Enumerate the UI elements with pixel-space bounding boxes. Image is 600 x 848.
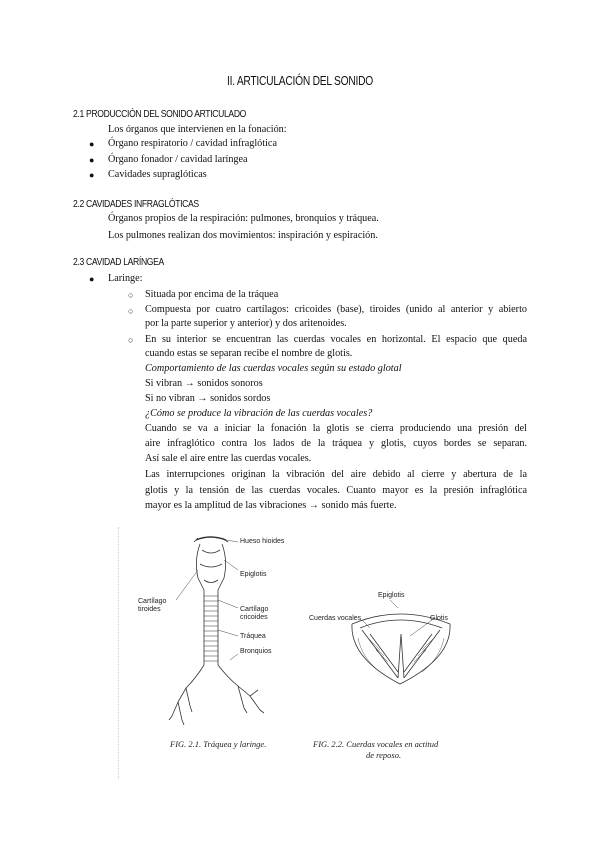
italic-subheading: Comportamiento de las cuerdas vocales según su estado glotal xyxy=(145,363,402,374)
list-item: Órgano respiratorio / cavidad infraglótica xyxy=(108,138,277,149)
section-heading-2-2: 2.2 CAVIDADES INFRAGLÓTICAS xyxy=(73,199,199,210)
sub-item: Compuesta por cuatro cartílagos: cricoides (base), tiroides (unido al anterior y abierto xyxy=(145,304,527,315)
list-item: Cavidades supraglóticas xyxy=(108,169,207,180)
label-cartilago-tiroides-line2: tiroides xyxy=(138,606,161,613)
paragraph-line: Así sale el aire entre las cuerdas vocales. xyxy=(145,453,312,464)
paragraph-line: Órganos propios de la respiración: pulmones, bronquios y tráquea. xyxy=(108,213,379,224)
figure-caption-2-2-line1: FIG. 2.2. Cuerdas vocales en actitud xyxy=(313,739,439,749)
label-hueso-hioides: Hueso hioides xyxy=(240,538,285,545)
vocal-cords-illustration xyxy=(340,598,470,688)
label-cuerdas-vocales: Cuerdas vocales xyxy=(309,615,362,622)
paragraph-line: Los pulmones realizan dos movimientos: inspiración y espiración. xyxy=(108,230,378,241)
label-bronquios: Bronquios xyxy=(240,648,272,655)
figure-caption-2-2-line2: de reposo. xyxy=(366,750,402,760)
sub-item: Situada por encima de la tráquea xyxy=(145,289,279,300)
circle-bullet-icon: ○ xyxy=(128,335,134,345)
sub-item-continued: cuando estas se separan recibe el nombre de glotis. xyxy=(145,348,353,359)
figure-caption-2-1: FIG. 2.1. Tráquea y laringe. xyxy=(170,739,267,749)
paragraph-line: Si no vibran → sonidos sordos xyxy=(145,393,271,404)
circle-bullet-icon: ○ xyxy=(128,306,134,316)
bullet-icon: ● xyxy=(89,274,95,284)
label-epiglotis: Epiglotis xyxy=(240,571,267,578)
bullet-icon: ● xyxy=(89,170,95,180)
paragraph-line: glotis y la tensión de las cuerdas vocales. Cuanto mayor es la presión infraglótica xyxy=(145,485,527,496)
label-cartilago-cricoides-line2: cricoides xyxy=(240,614,268,621)
sub-item: En su interior se encuentran las cuerdas vocales en horizontal. El espacio que queda xyxy=(145,334,527,345)
list-item: Órgano fonador / cavidad laríngea xyxy=(108,154,248,165)
bullet-icon: ● xyxy=(89,155,95,165)
sub-item-continued: por la parte superior y anterior) y dos aritenoides. xyxy=(145,318,347,329)
trachea-larynx-illustration xyxy=(160,530,290,730)
circle-bullet-icon: ○ xyxy=(128,290,134,300)
label-traquea: Tráquea xyxy=(240,633,266,640)
section-heading-2-3: 2.3 CAVIDAD LARÍNGEA xyxy=(73,257,164,268)
label-epiglotis-2: Epiglotis xyxy=(378,592,405,599)
label-glotis: Glotis xyxy=(430,615,448,622)
paragraph-line: Si vibran → sonidos sonoros xyxy=(145,378,263,389)
section-intro: Los órganos que intervienen en la fonación: xyxy=(108,124,287,135)
paragraph-line: Cuando se va a iniciar la fonación la glotis se cierra produciendo una presión del xyxy=(145,423,527,434)
paragraph-line: Las interrupciones originan la vibración del aire debido al cierre y abertura de la xyxy=(145,469,527,480)
paragraph-line: aire infraglótico contra los lados de la tráquea y glotis, cuyos bordes se separan. xyxy=(145,438,527,449)
italic-subheading: ¿Cómo se produce la vibración de las cuerdas vocales? xyxy=(145,408,373,419)
label-cartilago-tiroides-line1: Cartílago xyxy=(138,598,167,605)
page-title: II. ARTICULACIÓN DEL SONIDO xyxy=(226,74,374,88)
list-item: Laringe: xyxy=(108,273,143,284)
section-heading-2-1: 2.1 PRODUCCIÓN DEL SONIDO ARTICULADO xyxy=(73,109,247,120)
paragraph-line: mayor es la amplitud de las vibraciones → sonido más fuerte. xyxy=(145,500,397,511)
bullet-icon: ● xyxy=(89,139,95,149)
label-cartilago-cricoides-line1: Cartílago xyxy=(240,606,269,613)
